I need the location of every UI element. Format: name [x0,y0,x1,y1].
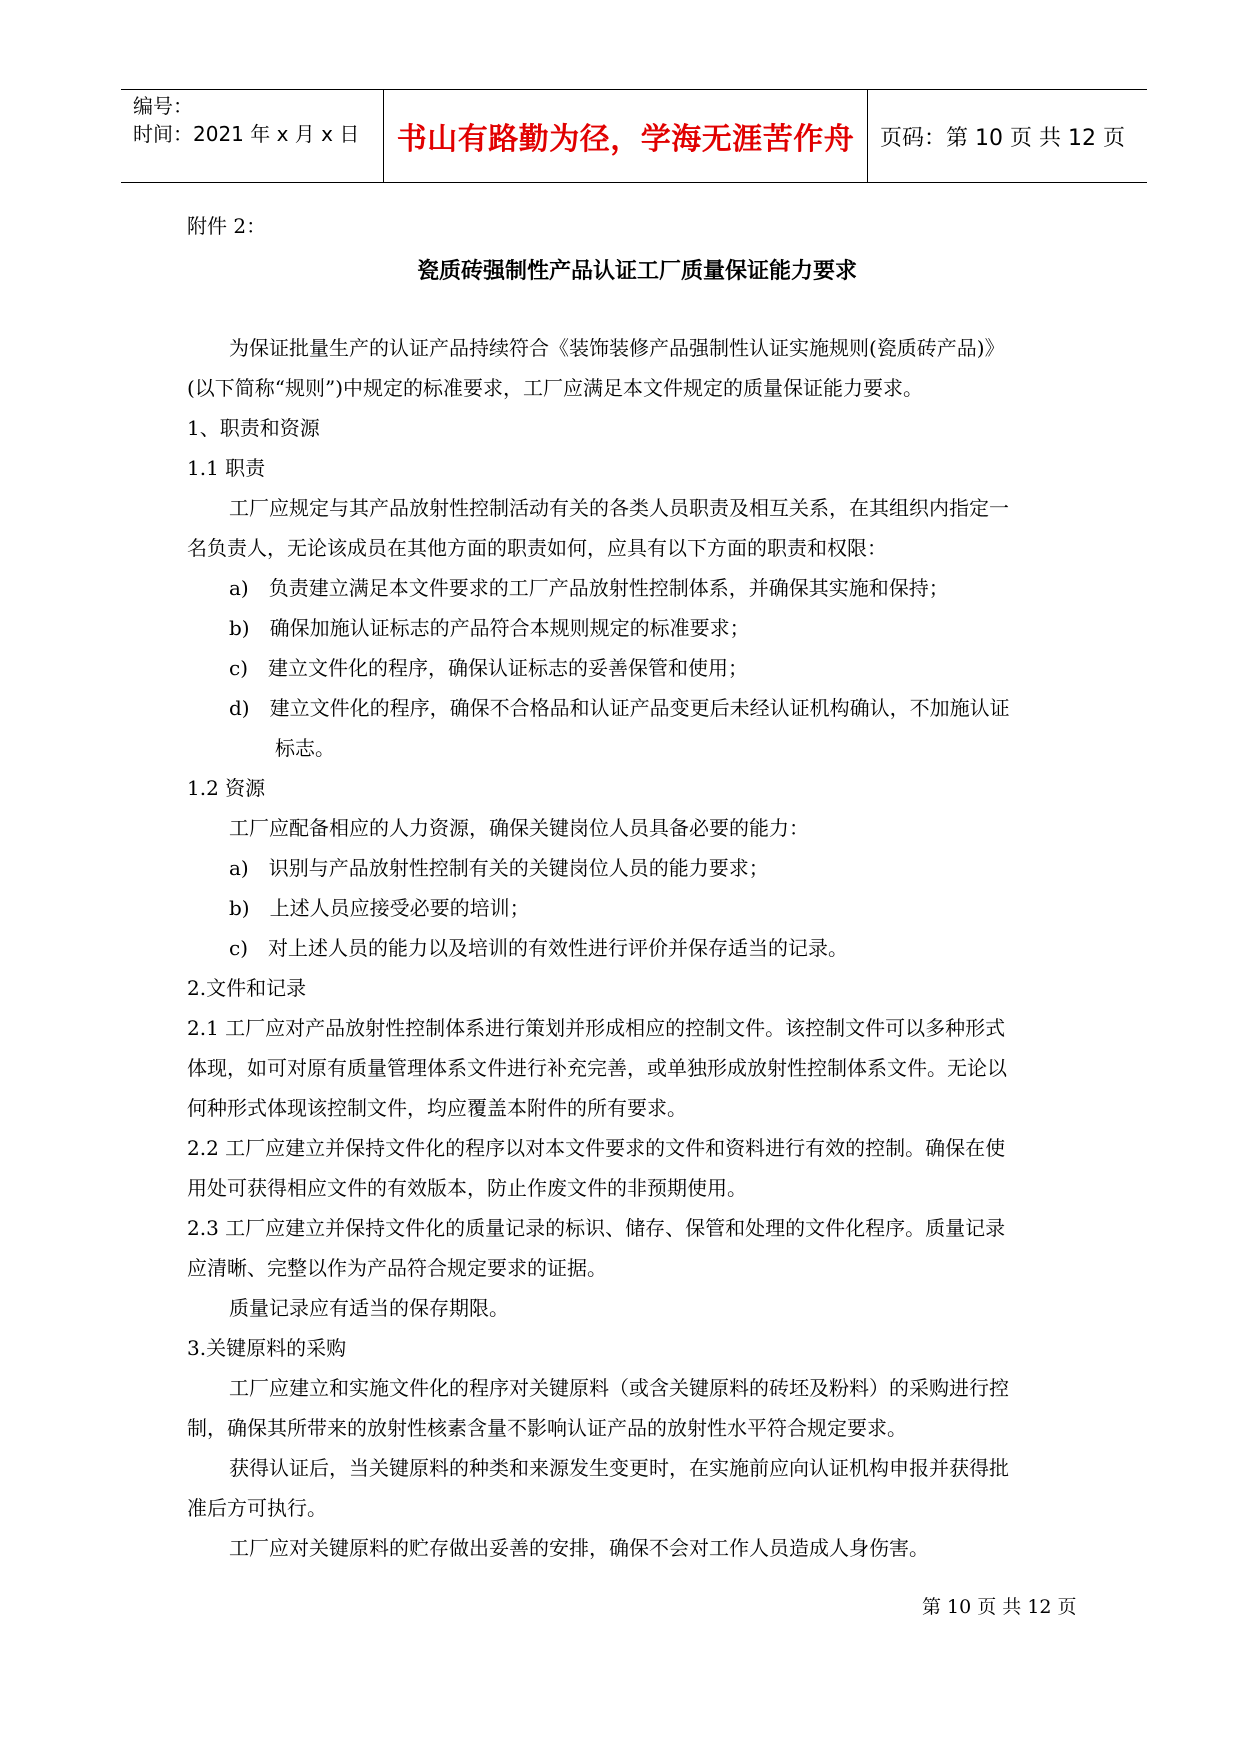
list-item: c) 对上述人员的能力以及培训的有效性进行评价并保存适当的记录。 [229,936,849,960]
list-item: b) 确保加施认证标志的产品符合本规则规定的标准要求； [229,616,750,640]
subsection-heading: 1.1 职责 [187,456,266,480]
attachment-label: 附件 2： [187,214,267,238]
list-item: b) 上述人员应接受必要的培训； [229,896,530,920]
paragraph-line: 为保证批量生产的认证产品持续符合《装饰装修产品强制性认证实施规则(瓷质砖产品)》 [229,336,1005,360]
list-item: a) 识别与产品放射性控制有关的关键岗位人员的能力要求； [229,856,769,880]
paragraph-line: 应清晰、完整以作为产品符合规定要求的证据。 [187,1256,607,1280]
paragraph-line: 获得认证后，当关键原料的种类和来源发生变更时，在实施前应向认证机构申报并获得批 [229,1456,1009,1480]
list-item: d) 建立文件化的程序，确保不合格品和认证产品变更后未经认证机构确认，不加施认证 [229,696,1010,720]
section-heading: 3.关键原料的采购 [187,1336,347,1360]
paragraph-line: 准后方可执行。 [187,1496,327,1520]
subsection-heading: 1.2 资源 [187,776,266,800]
paragraph-line: 何种形式体现该控制文件，均应覆盖本附件的所有要求。 [187,1096,687,1120]
section-heading: 2.文件和记录 [187,976,307,1000]
page-footer: 第 10 页 共 12 页 [922,1596,1077,1618]
paragraph-line: 工厂应对关键原料的贮存做出妥善的安排，确保不会对工作人员造成人身伤害。 [229,1536,929,1560]
list-item: c) 建立文件化的程序，确保认证标志的妥善保管和使用； [229,656,749,680]
section-heading: 1、职责和资源 [187,416,320,440]
number-label: 编号： [133,94,193,118]
paragraph-line: 质量记录应有适当的保存期限。 [229,1296,509,1320]
paragraph-line: 2.2 工厂应建立并保持文件化的程序以对本文件要求的文件和资料进行有效的控制。确保在使 [187,1136,1006,1160]
paragraph-line: 名负责人，无论该成员在其他方面的职责如何，应具有以下方面的职责和权限： [187,536,887,560]
paragraph-line: 2.3 工厂应建立并保持文件化的质量记录的标识、储存、保管和处理的文件化程序。质量记录 [187,1216,1006,1240]
list-item-continuation: 标志。 [275,736,335,760]
paragraph-line: (以下简称“规则”)中规定的标准要求，工厂应满足本文件规定的质量保证能力要求。 [187,376,924,400]
paragraph-line: 工厂应建立和实施文件化的程序对关键原料（或含关键原料的砖坯及粉料）的采购进行控 [229,1376,1009,1400]
list-item: a) 负责建立满足本文件要求的工厂产品放射性控制体系，并确保其实施和保持； [229,576,949,600]
paragraph-line: 工厂应规定与其产品放射性控制活动有关的各类人员职责及相互关系，在其组织内指定一 [229,496,1009,520]
time-label: 时间：2021 年 x 月 x 日 [133,122,360,146]
header-motto: 书山有路勤为径，学海无涯苦作舟 [383,90,868,182]
header-page-label: 页码：第 10 页 共 12 页 [880,125,1125,151]
page-header [121,89,1147,183]
paragraph-line: 体现，如可对原有质量管理体系文件进行补充完善，或单独形成放射性控制体系文件。无论以 [187,1056,1007,1080]
paragraph-line: 2.1 工厂应对产品放射性控制体系进行策划并形成相应的控制文件。该控制文件可以多种形式 [187,1016,1006,1040]
paragraph-line: 用处可获得相应文件的有效版本，防止作废文件的非预期使用。 [187,1176,747,1200]
header-meta [121,90,383,182]
paragraph-line: 工厂应配备相应的人力资源，确保关键岗位人员具备必要的能力： [229,816,809,840]
paragraph-line: 制，确保其所带来的放射性核素含量不影响认证产品的放射性水平符合规定要求。 [187,1416,907,1440]
document-title: 瓷质砖强制性产品认证工厂质量保证能力要求 [416,259,857,284]
